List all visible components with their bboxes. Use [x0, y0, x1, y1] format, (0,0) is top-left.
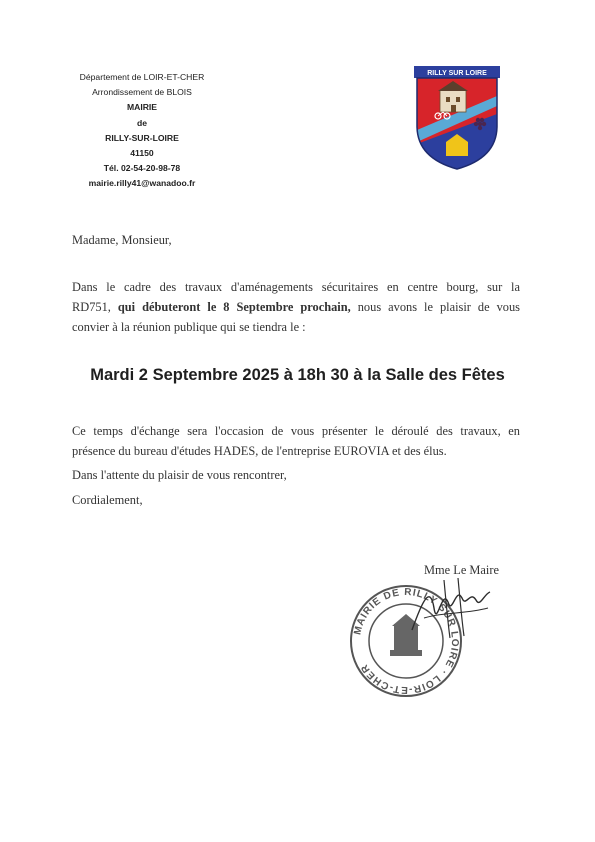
- paragraph-line: présence du bureau d'études HADES, de l'entreprise EUROVIA et des élus.: [72, 444, 447, 459]
- paragraph-details: [72, 421, 520, 461]
- header-arrondissement: Arrondissement de BLOIS: [92, 87, 192, 98]
- paragraph-announcement: [72, 277, 520, 338]
- stamp-ring-text: MAIRIE DE RILLY SUR LOIRE · LOIR-ET-CHER: [352, 586, 461, 696]
- mairie-header: [62, 70, 222, 192]
- header-postcode: 41150: [130, 148, 154, 159]
- coat-of-arms-logo: [414, 66, 500, 170]
- paragraph-line: [72, 297, 520, 317]
- header-phone: Tél. 02-54-20-98-78: [103, 163, 181, 174]
- closing-greeting: Cordialement,: [72, 493, 143, 507]
- paragraph-line: Ce temps d'échange sera l'occasion de vous présenter le déroulé des travaux, en: [72, 424, 520, 438]
- crest-gold-charge: [446, 142, 468, 156]
- start-date-emphasis: qui débuteront le 8 Septembre prochain,: [117, 300, 351, 315]
- header-email: mairie.rilly41@wanadoo.fr: [88, 178, 196, 189]
- salutation: Madame, Monsieur,: [72, 233, 172, 247]
- header-de: de: [136, 117, 148, 128]
- meeting-date-heading: Mardi 2 Septembre 2025 à 18h 30 à la Salle des Fêtes: [90, 366, 505, 384]
- mayor-signature: [404, 572, 494, 644]
- header-mairie: MAIRIE: [126, 102, 158, 113]
- paragraph-line: Dans le cadre des travaux d'aménagements sécuritaires en centre bourg, sur la: [72, 280, 520, 294]
- paragraph-line: convier à la réunion publique qui se tiendra le :: [72, 320, 306, 335]
- closing-line: Dans l'attente du plaisir de vous rencontrer,: [72, 468, 287, 482]
- header-commune: RILLY-SUR-LOIRE: [105, 132, 179, 143]
- crest-banner-text: RILLY SUR LOIRE: [427, 70, 487, 77]
- road-ref: RD751,: [72, 300, 118, 315]
- signatory-title: Mme Le Maire: [424, 563, 500, 577]
- paragraph-text: nous avons le plaisir de vous: [350, 300, 520, 315]
- header-department: Département de LOIR-ET-CHER: [79, 72, 205, 82]
